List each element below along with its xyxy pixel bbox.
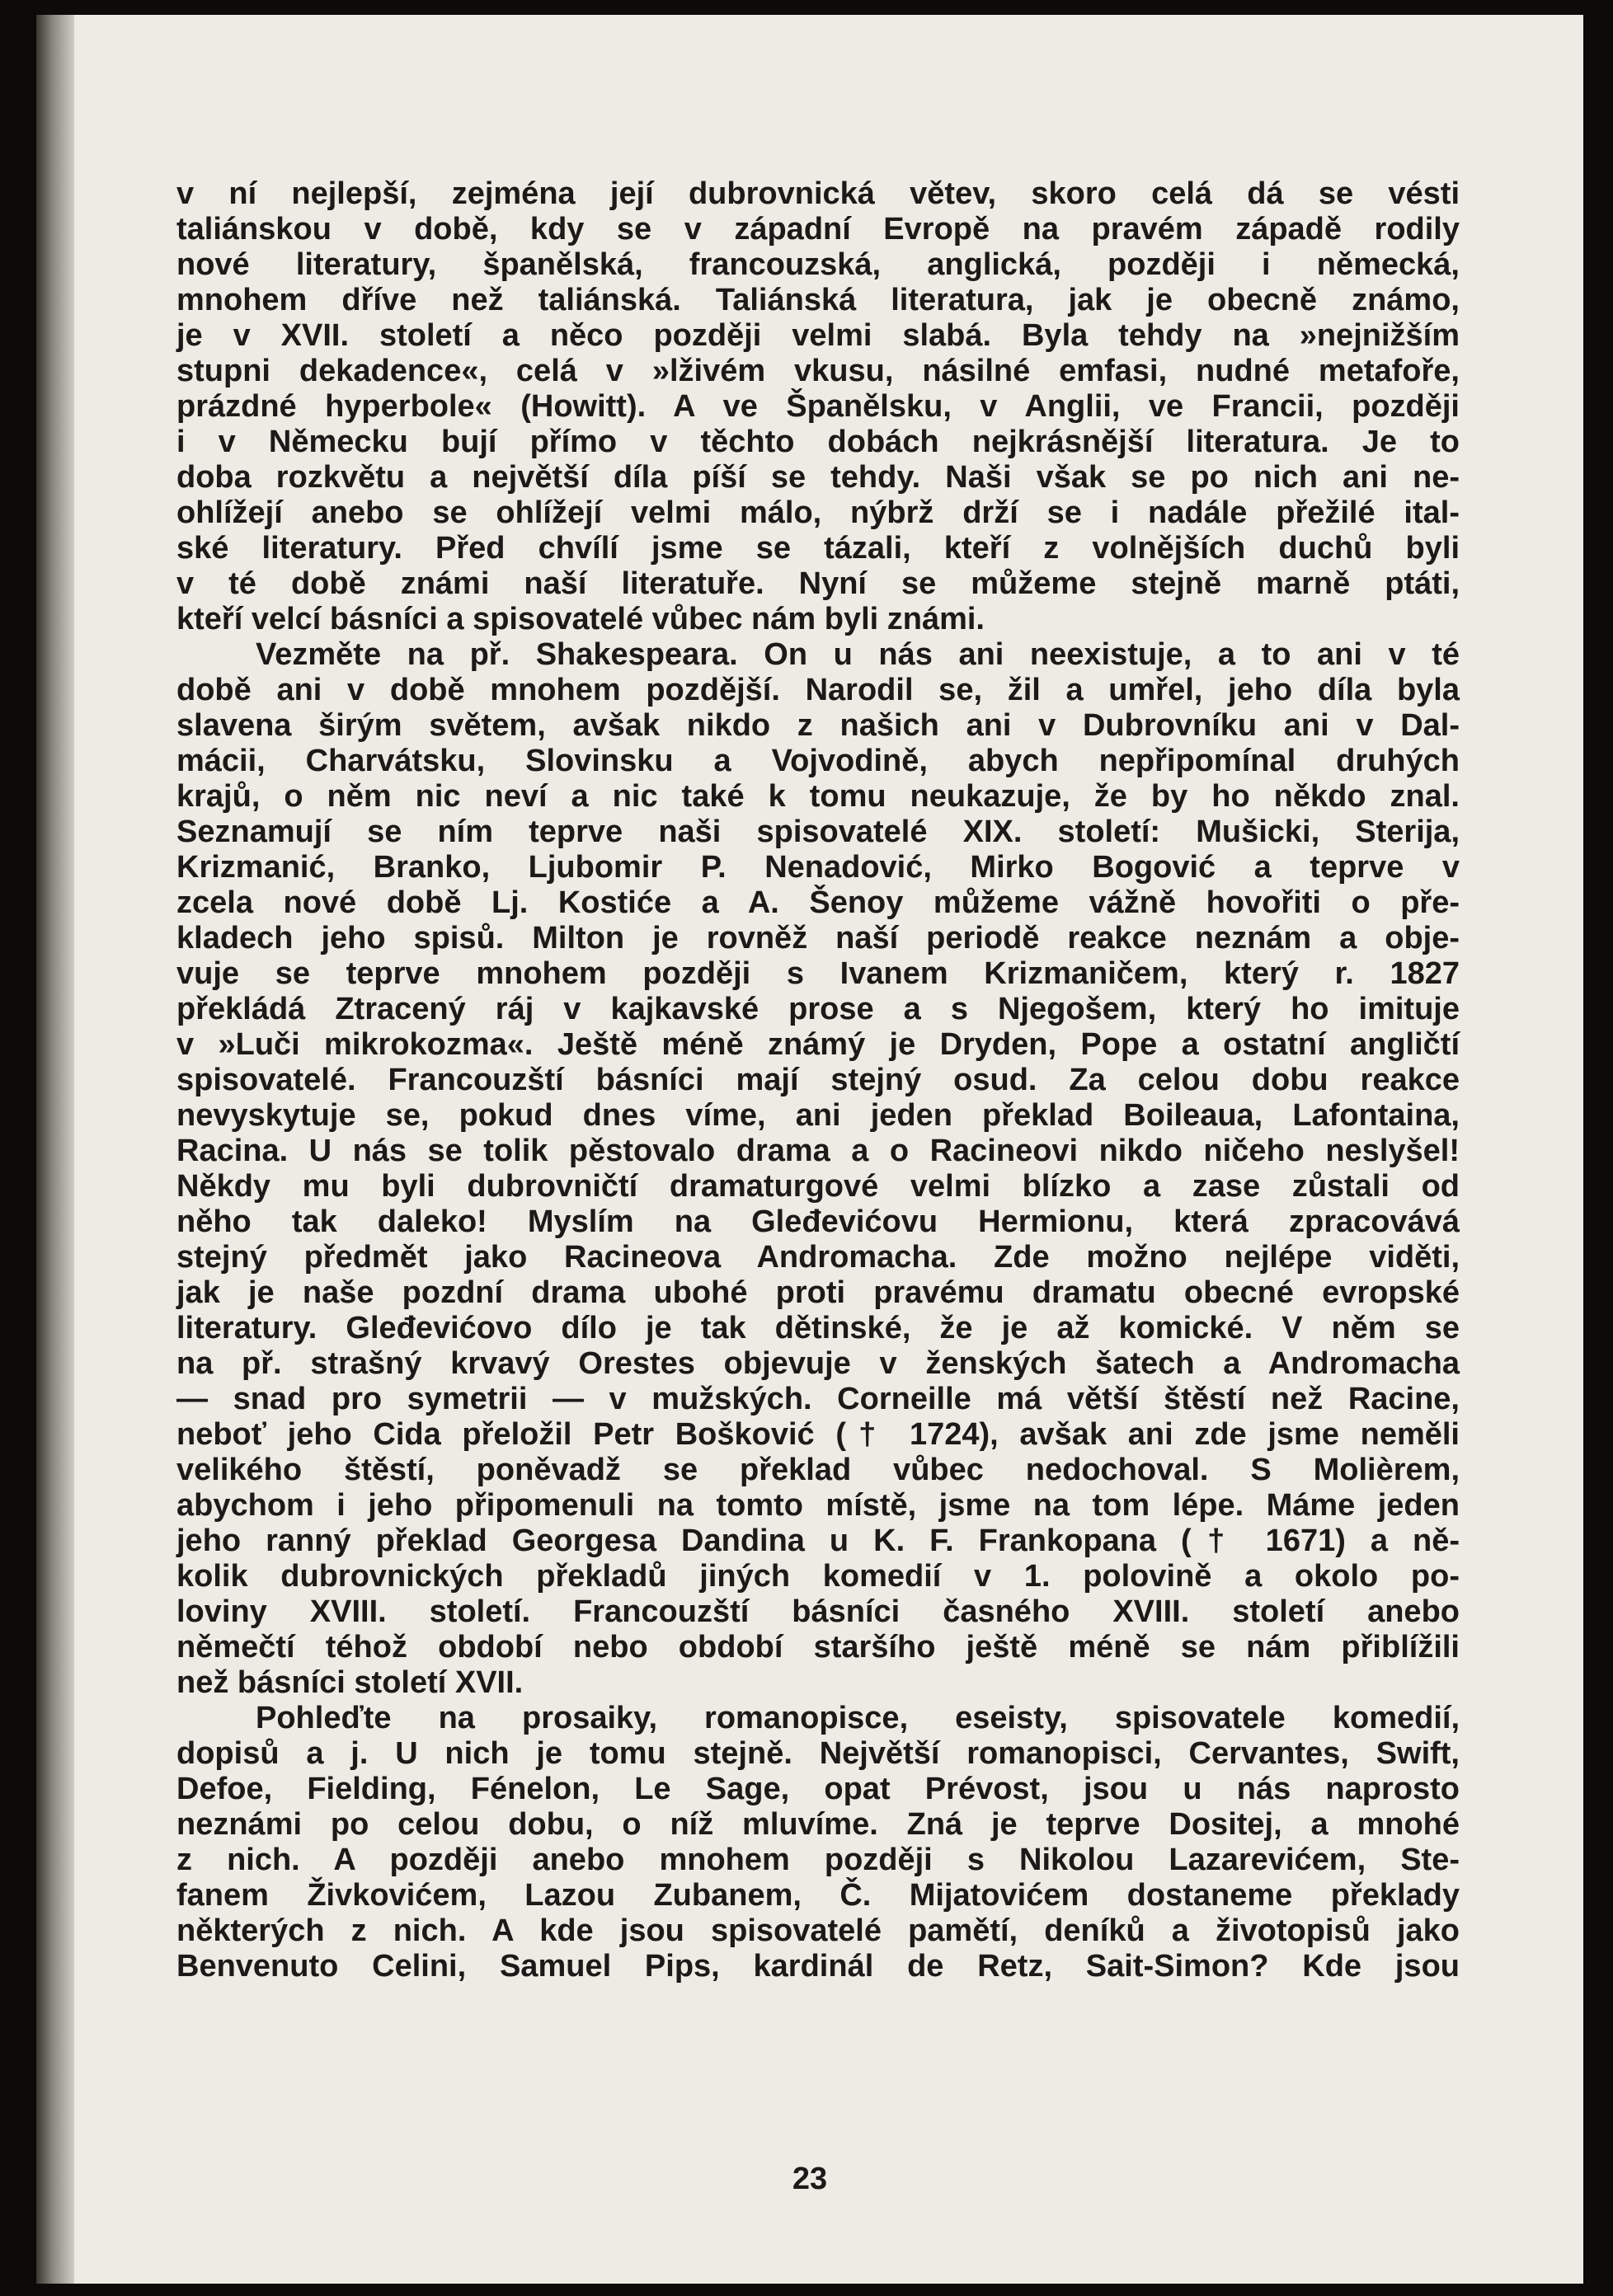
text-line: je v XVII. století a něco později velmi slabá. Byla tehdy na »nejnižším	[176, 318, 1460, 353]
text-line: Defoe, Fielding, Fénelon, Le Sage, opat Prévost, jsou u nás naprosto	[176, 1772, 1460, 1806]
text-line: taliánskou v době, kdy se v západní Evropě na pravém západě rodily	[176, 212, 1460, 247]
text-line: v ní nejlepší, zejména její dubrovnická větev, skoro celá dá se vésti	[176, 176, 1460, 211]
text-line: překládá Ztracený ráj v kajkavské prose a s Njegošem, který ho imituje	[176, 992, 1460, 1026]
text-line: slavena širým světem, avšak nikdo z našich ani v Dubrovníku ani v Dal-	[176, 708, 1460, 743]
text-line: velikého štěstí, poněvadž se překlad vůbec nedochoval. S Molièrem,	[176, 1453, 1460, 1487]
text-line: spisovatelé. Francouzští básníci mají stejný osud. Za celou dobu reakce	[176, 1063, 1460, 1097]
text-line: době ani v době mnohem pozdější. Narodil se, žil a umřel, jeho díla byla	[176, 673, 1460, 707]
text-line: neznámi po celou dobu, o níž mluvíme. Zná je teprve Dositej, a mnohé	[176, 1807, 1460, 1842]
page-binding	[36, 15, 74, 2284]
text-line: i v Německu bují přímo v těchto dobách nejkrásnější literatura. Je to	[176, 425, 1460, 459]
text-line: ohlížejí anebo se ohlížejí velmi málo, nýbrž drží se i nadále přežilé ital-	[176, 495, 1460, 530]
text-line: krajů, o něm nic neví a nic také k tomu neukazuje, že by ho někdo znal.	[176, 779, 1460, 814]
text-line: vuje se teprve mnohem později s Ivanem Krizmaničem, který r. 1827	[176, 956, 1460, 991]
text-line: mácii, Charvátsku, Slovinsku a Vojvodině, abych nepřipomínal druhých	[176, 744, 1460, 778]
text-line: Vezměte na př. Shakespeara. On u nás ani neexistuje, a to ani v té	[256, 637, 1460, 672]
text-line: nové literatury, španělská, francouzská, anglická, později i německá,	[176, 247, 1460, 282]
text-line: literatury. Gleđevićovo dílo je tak dětinské, že je až komické. V něm se	[176, 1311, 1460, 1345]
text-line: prázdné hyperbole« (Howitt). A ve Španělsku, v Anglii, ve Francii, později	[176, 389, 1460, 424]
text-line: Pohleďte na prosaiky, romanopisce, eseisty, spisovatele komedií,	[256, 1701, 1460, 1735]
text-line: Racina. U nás se tolik pěstovalo drama a o Racineovi nikdo ničeho neslyšel!	[176, 1134, 1460, 1168]
text-line: neboť jeho Cida přeložil Petr Bošković († 1724), avšak ani zde jsme neměli	[176, 1417, 1460, 1452]
text-line: abychom i jeho připomenuli na tomto místě, jsme na tom lépe. Máme jeden	[176, 1488, 1460, 1523]
body-text	[176, 176, 1460, 1984]
text-line: z nich. A později anebo mnohem později s Nikolou Lazarevićem, Ste-	[176, 1843, 1460, 1877]
text-line: v »Luči mikrokozma«. Ještě méně známý je Dryden, Pope a ostatní angličtí	[176, 1027, 1460, 1062]
page-number: 23	[792, 2162, 828, 2196]
text-line: jeho ranný překlad Georgesa Dandina u K. F. Frankopana († 1671) a ně-	[176, 1524, 1460, 1558]
text-line: něho tak daleko! Myslím na Gleđevićovu Hermionu, která zpracovává	[176, 1204, 1460, 1239]
text-line: němečtí téhož období nebo období staršího ještě méně se nám přiblížili	[176, 1630, 1460, 1664]
text-line: v té době známi naší literatuře. Nyní se můžeme stejně marně ptáti,	[176, 566, 1460, 601]
text-line: nevyskytuje se, pokud dnes víme, ani jeden překlad Boileaua, Lafontaina,	[176, 1098, 1460, 1133]
text-line: ské literatury. Před chvílí jsme se tázali, kteří z volnějších duchů byli	[176, 531, 1460, 566]
text-line: některých z nich. A kde jsou spisovatelé pamětí, deníků a životopisů jako	[176, 1913, 1460, 1948]
text-line: stejný předmět jako Racineova Andromacha. Zde možno nejlépe viděti,	[176, 1240, 1460, 1275]
book-page	[36, 15, 1583, 2284]
text-line: než básníci století XVII.	[176, 1665, 524, 1700]
text-line: — snad pro symetrii — v mužských. Corneille má větší štěstí než Racine,	[176, 1382, 1460, 1416]
text-line: loviny XVIII. století. Francouzští básníci časného XVIII. století anebo	[176, 1594, 1460, 1629]
text-line: dopisů a j. U nich je tomu stejně. Největší romanopisci, Cervantes, Swift,	[176, 1736, 1460, 1771]
text-line: Seznamují se ním teprve naši spisovatelé XIX. století: Mušicki, Sterija,	[176, 815, 1460, 849]
text-line: stupni dekadence«, celá v »lživém vkusu, násilné emfasi, nudné metafoře,	[176, 354, 1460, 388]
text-line: kteří velcí básníci a spisovatelé vůbec nám byli známi.	[176, 602, 985, 636]
text-line: doba rozkvětu a největší díla píší se tehdy. Naši však se po nich ani ne-	[176, 460, 1460, 495]
text-line: jak je naše pozdní drama ubohé proti pravému dramatu obecné evropské	[176, 1275, 1460, 1310]
text-line: mnohem dříve než taliánská. Taliánská literatura, jak je obecně známo,	[176, 283, 1460, 317]
text-line: Krizmanić, Branko, Ljubomir P. Nenadović, Mirko Bogović a teprve v	[176, 850, 1460, 885]
text-line: zcela nové době Lj. Kostiće a A. Šenoy můžeme vážně hovořiti o pře-	[176, 885, 1460, 920]
text-line: Benvenuto Celini, Samuel Pips, kardinál de Retz, Sait-Simon? Kde jsou	[176, 1949, 1460, 1984]
text-line: Někdy mu byli dubrovničtí dramaturgové velmi blízko a zase zůstali od	[176, 1169, 1460, 1204]
text-line: fanem Živkovićem, Lazou Zubanem, Č. Mijatovićem dostaneme překlady	[176, 1878, 1460, 1913]
text-line: kladech jeho spisů. Milton je rovněž naší periodě reakce neznám a obje-	[176, 921, 1460, 955]
text-line: na př. strašný krvavý Orestes objevuje v ženských šatech a Andromacha	[176, 1346, 1460, 1381]
text-line: kolik dubrovnických překladů jiných komedií v 1. polovině a okolo po-	[176, 1559, 1460, 1594]
